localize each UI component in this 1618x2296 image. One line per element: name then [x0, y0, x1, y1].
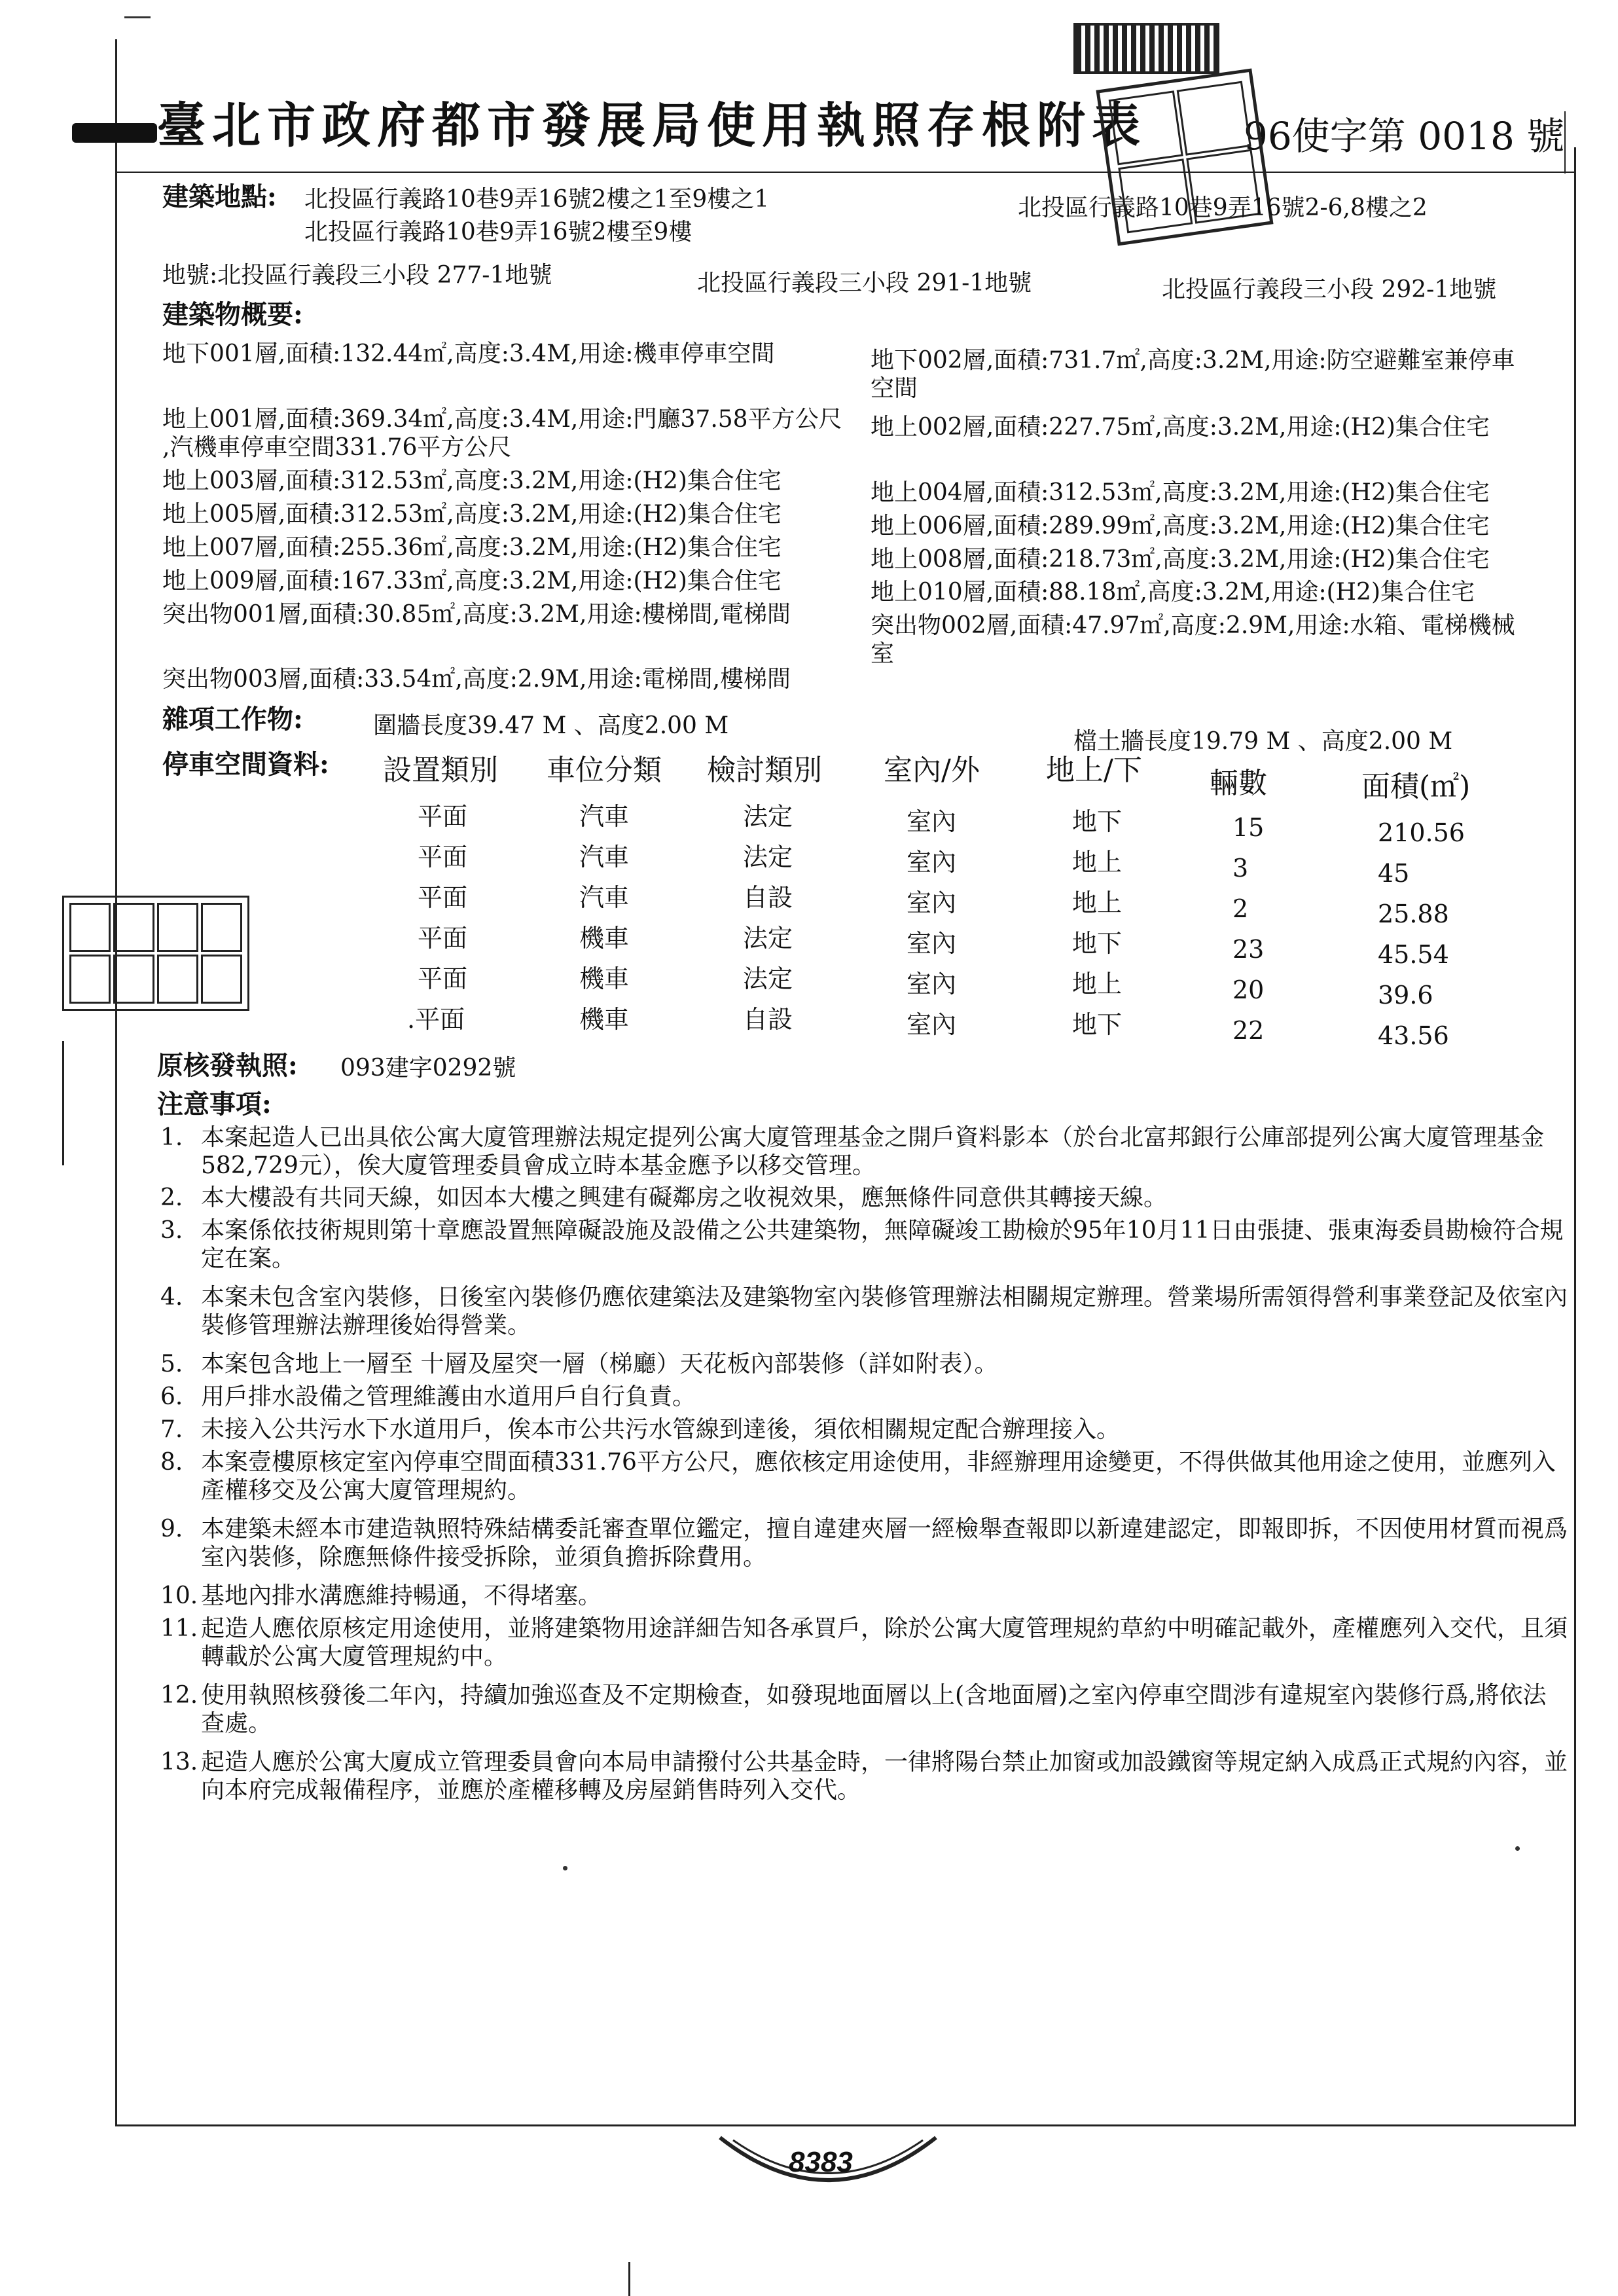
misc-wall: 圍牆長度39.47 M 、高度2.00 M — [373, 712, 729, 739]
note-item: 5. 本案包含地上一層至 十層及屋突一層（梯廳）天花板內部裝修（詳如附表）。 — [160, 1351, 998, 1377]
note-item: 1. 本案起造人已出具依公寓大廈管理辦法規定提列公寓大廈管理基金之開戶資料影本（於台北富邦銀行公庫部提列公寓大廈管理基金582,729元），俟大廈管理委員會成立時本基金應予以移交管理。 — [160, 1124, 1545, 1179]
col-setup-type: 設置類別 — [383, 754, 498, 787]
floor-1f-cont: ,汽機車停車空間331.76平方公尺 — [162, 434, 512, 461]
bullet-dot — [1515, 1846, 1520, 1851]
cell-area: 210.56 — [1378, 818, 1465, 847]
address-line1-right: 北投區行義路10巷9弄16號2-6,8樓之2 — [1018, 194, 1428, 221]
cell-count: 2 — [1232, 894, 1249, 923]
note-item: 4. 本案未包含室內裝修，日後室內裝修仍應依建築法及建築物室內裝修管理辦法相關規定辦理。營業場所需領得營利事業登記及依室內裝修管理辦法辦理後始得營業。 — [160, 1284, 1568, 1339]
floor-1f: 地上001層,面積:369.34㎡,高度:3.4M,用途:門廳37.58平方公尺 — [162, 406, 842, 433]
frame-right-border — [1574, 147, 1576, 2124]
page-title: 臺北市政府都市發展局使用執照存根附表 — [157, 98, 1147, 154]
cell-vehicle-class: 機車 — [579, 1005, 630, 1034]
cell-review-class: 法定 — [743, 843, 793, 871]
table-row — [0, 843, 1618, 888]
col-area: 面積(㎡) — [1361, 770, 1471, 803]
cell-count: 20 — [1232, 975, 1265, 1004]
floor-3f: 地上003層,面積:312.53㎡,高度:3.2M,用途:(H2)集合住宅 — [162, 467, 782, 494]
note-item: 11. 起造人應依原核定用途使用，並將建築物用途詳細告知各承買戶，除於公寓大廈管理規約草約中明確記載外，產權應列入交代，且須轉載於公寓大廈管理規約中。 — [160, 1615, 1568, 1670]
cell-indoor-outdoor: 室內 — [907, 807, 957, 836]
col-review-class: 檢討類別 — [707, 754, 822, 787]
frame-left-border — [115, 39, 117, 2124]
cell-review-class: 自設 — [743, 1005, 793, 1034]
cell-above-below: 地下 — [1072, 807, 1123, 836]
cell-setup-type: 平面 — [418, 802, 468, 831]
scan-mark-top — [124, 16, 151, 18]
misc-retaining-wall: 檔土牆長度19.79 M 、高度2.00 M — [1073, 728, 1453, 755]
cell-area: 45 — [1378, 859, 1410, 888]
floor-8f: 地上008層,面積:218.73㎡,高度:3.2M,用途:(H2)集合住宅 — [871, 546, 1490, 573]
cell-review-class: 法定 — [743, 924, 793, 953]
cell-indoor-outdoor: 室內 — [907, 970, 957, 998]
note-item: 8. 本案壹樓原核定室內停車空間面積331.76平方公尺，應依核定用途使用，非經辦理用途變更，不得供做其他用途之使用，並應列入產權移交及公寓大廈管理規約。 — [160, 1449, 1556, 1504]
cell-count: 15 — [1232, 813, 1265, 842]
floor-4f: 地上004層,面積:312.53㎡,高度:3.2M,用途:(H2)集合住宅 — [871, 479, 1490, 506]
official-seal-left — [62, 896, 249, 1011]
cell-setup-type: 平面 — [418, 843, 468, 871]
col-vehicle-class: 車位分類 — [547, 754, 662, 787]
floor-b2: 地下002層,面積:731.7㎡,高度:3.2M,用途:防空避難室兼停車 — [871, 347, 1515, 374]
header-right-edge — [1564, 111, 1566, 173]
footer-serial-text: 8383 — [789, 2146, 853, 2178]
note-item: 6. 用戶排水設備之管理維護由水道用戶自行負責。 — [160, 1383, 696, 1410]
lot-number-2: 北投區行義段三小段 291-1地號 — [697, 270, 1032, 297]
cell-indoor-outdoor: 室內 — [907, 848, 957, 877]
original-permit-value: 093建字0292號 — [340, 1055, 516, 1082]
table-row — [0, 1005, 1618, 1050]
floor-b2-cont: 空間 — [871, 375, 918, 402]
cell-area: 39.6 — [1378, 981, 1433, 1010]
cell-review-class: 法定 — [743, 964, 793, 993]
floor-5f: 地上005層,面積:312.53㎡,高度:3.2M,用途:(H2)集合住宅 — [162, 501, 782, 528]
permit-number: 96使字第 0018 號 — [1244, 114, 1565, 158]
cell-above-below: 地上 — [1072, 848, 1123, 877]
floor-r3: 突出物003層,面積:33.54㎡,高度:2.9M,用途:電梯間,樓梯間 — [162, 666, 791, 693]
lot-number-1: 地號:北投區行義段三小段 277-1地號 — [162, 262, 552, 289]
original-permit-label: 原核發執照: — [157, 1050, 298, 1081]
bullet-dot — [563, 1866, 567, 1870]
parking-label: 停車空間資料: — [162, 749, 329, 780]
cell-vehicle-class: 汽車 — [579, 802, 630, 831]
cell-count: 22 — [1232, 1016, 1265, 1045]
cell-above-below: 地下 — [1072, 929, 1123, 958]
address-line2: 北投區行義路10巷9弄16號2樓至9樓 — [304, 219, 692, 246]
cell-vehicle-class: 汽車 — [579, 883, 630, 912]
col-indoor-outdoor: 室內/外 — [884, 754, 980, 787]
cell-count: 3 — [1232, 854, 1249, 883]
scan-mark-left — [62, 1041, 64, 1165]
floor-r2: 突出物002層,面積:47.97㎡,高度:2.9M,用途:水箱、電梯機械 — [871, 612, 1515, 639]
floor-2f: 地上002層,面積:227.75㎡,高度:3.2M,用途:(H2)集合住宅 — [871, 414, 1490, 441]
parking-table-header — [0, 754, 1618, 803]
floor-7f: 地上007層,面積:255.36㎡,高度:3.2M,用途:(H2)集合住宅 — [162, 534, 782, 561]
cell-review-class: 自設 — [743, 883, 793, 912]
cell-vehicle-class: 機車 — [579, 924, 630, 953]
cell-area: 25.88 — [1378, 900, 1449, 928]
floor-b1: 地下001層,面積:132.44㎡,高度:3.4M,用途:機車停車空間 — [162, 340, 775, 367]
footer-serial-stamp — [713, 2131, 943, 2203]
note-item: 12. 使用執照核發後二年內，持續加強巡查及不定期檢查，如發現地面層以上(含地面層)之室內停車空間涉有違規室內裝修行爲,將依法查處。 — [160, 1682, 1547, 1737]
cell-setup-type: 平面 — [418, 924, 468, 953]
cell-above-below: 地上 — [1072, 970, 1123, 998]
cell-count: 23 — [1232, 935, 1265, 964]
cell-vehicle-class: 汽車 — [579, 843, 630, 871]
address-line1: 北投區行義路10巷9弄16號2樓之1至9樓之1 — [304, 186, 770, 213]
header-divider — [115, 172, 1576, 173]
frame-bottom-border — [115, 2124, 1576, 2126]
floor-r2-cont: 室 — [871, 640, 895, 667]
note-item: 9. 本建築未經本市建造執照特殊結構委託審查單位鑑定，擅自違建夾層一經檢舉查報即以新違建認定，即報即拆，不因使用材質而視爲室內裝修，除應無條件接受拆除，並須負擔拆除費用。 — [160, 1516, 1568, 1571]
notes-label: 注意事項: — [157, 1089, 272, 1120]
address-label: 建築地點: — [162, 181, 277, 212]
note-item: 7. 未接入公共污水下水道用戶，俟本市公共污水管線到達後，須依相關規定配合辦理接入。 — [160, 1416, 1121, 1443]
cell-indoor-outdoor: 室內 — [907, 888, 957, 917]
floor-6f: 地上006層,面積:289.99㎡,高度:3.2M,用途:(H2)集合住宅 — [871, 513, 1490, 539]
top-approval-stamp — [1073, 23, 1219, 74]
misc-structures-label: 雜項工作物: — [162, 704, 303, 735]
cell-indoor-outdoor: 室內 — [907, 1010, 957, 1039]
floor-r1: 突出物001層,面積:30.85㎡,高度:3.2M,用途:樓梯間,電梯間 — [162, 601, 791, 628]
cell-vehicle-class: 機車 — [579, 964, 630, 993]
cell-indoor-outdoor: 室內 — [907, 929, 957, 958]
cell-area: 45.54 — [1378, 940, 1449, 969]
cell-above-below: 地下 — [1072, 1010, 1123, 1039]
cell-area: 43.56 — [1378, 1021, 1449, 1050]
note-item: 10. 基地內排水溝應維持暢通，不得堵塞。 — [160, 1582, 602, 1609]
floor-10f: 地上010層,面積:88.18㎡,高度:3.2M,用途:(H2)集合住宅 — [871, 579, 1475, 606]
building-summary-label: 建築物概要: — [162, 299, 303, 330]
col-above-below: 地上/下 — [1046, 754, 1142, 787]
cell-setup-type: 平面 — [418, 883, 468, 912]
scan-mark-bottom — [628, 2262, 630, 2296]
cell-above-below: 地上 — [1072, 888, 1123, 917]
floor-9f: 地上009層,面積:167.33㎡,高度:3.2M,用途:(H2)集合住宅 — [162, 568, 782, 594]
note-item: 13. 起造人應於公寓大廈成立管理委員會向本局申請撥付公共基金時，一律將陽台禁止加窗或加設鐵窗等規定納入成爲正式規約內容，並向本府完成報備程序，並應於產權移轉及房屋銷售時列入交代。 — [160, 1749, 1568, 1804]
lot-number-3: 北投區行義段三小段 292-1地號 — [1162, 276, 1497, 303]
table-row — [0, 802, 1618, 847]
cell-setup-type: .平面 — [407, 1005, 465, 1034]
redaction-mark — [72, 123, 157, 143]
note-item: 2. 本大樓設有共同天線，如因本大樓之興建有礙鄰房之收視效果，應無條件同意供其轉接天線。 — [160, 1184, 1168, 1211]
cell-setup-type: 平面 — [418, 964, 468, 993]
note-item: 3. 本案係依技術規則第十章應設置無障礙設施及設備之公共建築物，無障礙竣工勘檢於95年10月11日由張捷、張東海委員勘檢符合規定在案。 — [160, 1217, 1564, 1272]
col-count: 輛數 — [1210, 767, 1267, 800]
cell-review-class: 法定 — [743, 802, 793, 831]
